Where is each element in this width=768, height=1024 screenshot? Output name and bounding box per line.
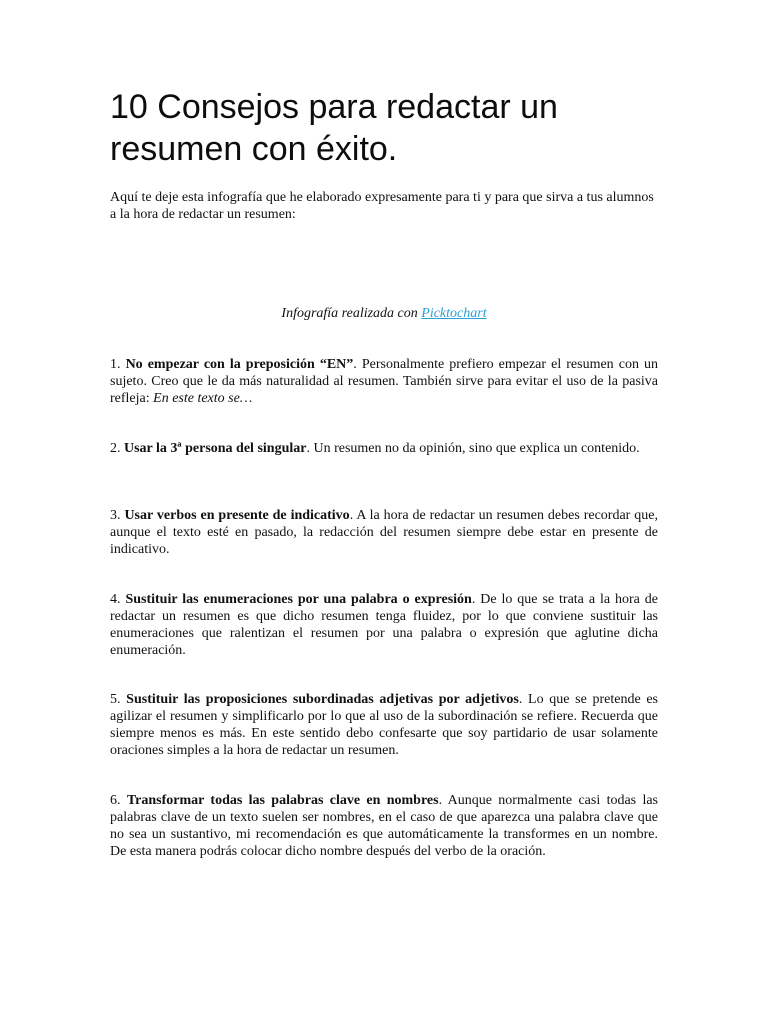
tip-heading: No empezar con la preposición “EN” — [125, 357, 354, 372]
tip-item-4 — [110, 591, 658, 659]
tip-body: . Un resumen no da opinión, sino que explica un contenido. — [306, 441, 640, 456]
tip-heading: Usar la 3ª persona del singular — [124, 441, 307, 456]
page-title: 10 Consejos para redactar un resumen con éxito. — [110, 88, 558, 168]
tip-heading: Sustituir las proposiciones subordinadas adjetivas por adjetivos — [126, 692, 519, 707]
tip-number: 1. — [110, 357, 126, 372]
tip-number: 4. — [110, 592, 126, 607]
tip-number: 3. — [110, 508, 125, 523]
tip-item-5 — [110, 691, 658, 759]
tip-number: 6. — [110, 793, 127, 808]
tip-item-1 — [110, 356, 658, 407]
tip-body: . Aunque normalmente casi todas las palabras clave de un texto suelen ser nombres, en el caso de que aparezca una palabra clave que no sea un sustantivo, mi recomendación es que automáticamente la transformes en un nombre. De esta manera podrás colocar dicho nombre después del verbo de la oración. — [110, 793, 658, 859]
tip-heading: Usar verbos en presente de indicativo — [124, 508, 350, 523]
tip-item-6 — [110, 792, 658, 860]
picktochart-link[interactable]: Picktochart — [421, 306, 487, 321]
tip-body: . Lo que se pretende es agilizar el resumen y simplificarlo por lo que al uso de la subordinación se refiere. Recuerda que siempre menos es más. En este sentido debo confesarte que soy partidario de usar solamente oraciones simples a la hora de redactar un resumen. — [110, 692, 658, 758]
tip-number: 2. — [110, 441, 124, 456]
tip-heading: Sustituir las enumeraciones por una palabra o expresión — [125, 592, 472, 607]
tip-body: . De lo que se trata a la hora de redactar un resumen es que dicho resumen tenga fluidez, por lo que conviene sustituir las enumeraciones que ralentizan el resumen por una palabra o expresión que aglutine dicha enumeración. — [110, 592, 658, 658]
caption-text: Infografía realizada con — [281, 306, 422, 321]
tip-body: . Personalmente prefiero empezar el resumen con un sujeto. Creo que le da más naturalidad al resumen. También sirve para evitar el uso de la pasiva refleja: — [110, 357, 658, 406]
tip-item-3 — [110, 507, 658, 558]
intro-paragraph: Aquí te deje esta infografía que he elaborado expresamente para ti y para que sirva a tus alumnos a la hora de redactar un resumen: — [110, 190, 654, 222]
tip-number: 5. — [110, 692, 127, 707]
infographic-caption — [110, 305, 658, 322]
tip-body: . A la hora de redactar un resumen debes recordar que, aunque el texto esté en pasado, la redacción del resumen siempre debe estar en presente de indicativo. — [110, 508, 658, 557]
tip-heading: Transformar todas las palabras clave en nombres — [126, 793, 439, 808]
tip-item-2 — [110, 440, 658, 457]
tip-example: En este texto se… — [153, 391, 253, 406]
